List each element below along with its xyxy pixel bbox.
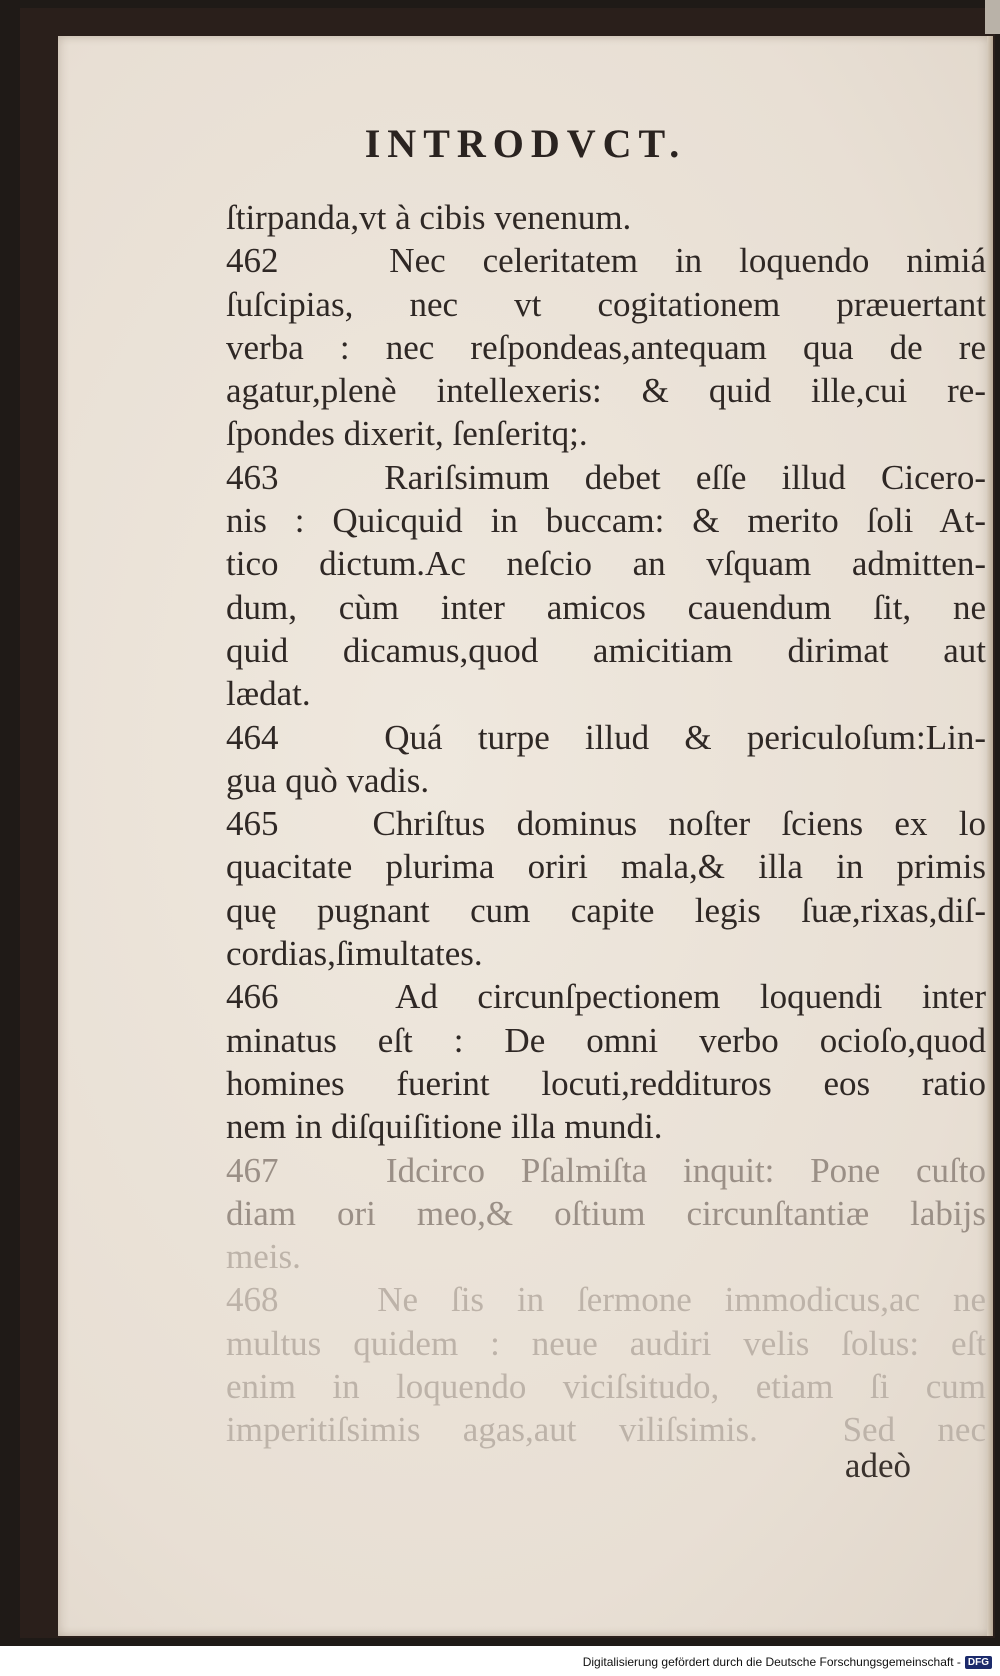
text-line: nis : Quicquid in buccam: & merito ſoli At- <box>226 501 986 541</box>
text-line: meis. <box>226 1237 301 1277</box>
text-line: nem in diſquiſitione illa mundi. <box>226 1107 663 1147</box>
scan-corner-tab <box>985 0 1000 34</box>
text-line: 467 Idcirco Pſalmiſta inquit: Pone cuſto <box>226 1150 986 1190</box>
text-line: imperitiſsimis agas,aut viliſsimis. Sed nec <box>226 1410 986 1450</box>
page-edge <box>987 36 993 1636</box>
text-line: homines fuerint locuti,reddituros eos ratio <box>226 1063 986 1103</box>
text-line: 463 Rariſsimum debet eſſe illud Cicero- <box>226 457 986 497</box>
text-block <box>226 196 986 1452</box>
text-line: ſtirpanda,vt à cibis venenum. <box>226 198 632 237</box>
text-line: ſuſcipias, nec vt cogitationem præuertant <box>226 284 986 324</box>
text-line: gua quò vadis. <box>226 760 430 800</box>
text-line: 465 Chriſtus dominus noſter ſciens ex lo <box>226 804 986 844</box>
text-line: ſpondes dixerit, ſenſeritq;. <box>226 414 588 454</box>
text-line: 464 Quá turpe illud & periculoſum:Lin- <box>226 717 986 757</box>
dfg-logo: DFG <box>965 1656 992 1669</box>
text-line: quid dicamus,quod amicitiam dirimat aut <box>226 630 986 670</box>
text-line: minatus eſt : De omni verbo ocioſo,quod <box>226 1020 986 1060</box>
text-line: verba : nec reſpondeas,antequam qua de re <box>226 327 986 367</box>
text-line: quacitate plurima oriri mala,& illa in primis <box>226 847 986 887</box>
digitization-footer <box>583 1655 992 1669</box>
catchword: adeò <box>844 1446 911 1485</box>
text-line: agatur,plenè intellexeris: & quid ille,cui re- <box>226 371 986 411</box>
text-line: enim in loquendo viciſsitudo, etiam ſi cum <box>226 1367 986 1407</box>
book-page <box>58 36 993 1636</box>
text-line: multus quidem : neue audiri velis ſolus: eſt <box>226 1323 986 1363</box>
text-line: cordias,ſimultates. <box>226 934 483 974</box>
text-line: diam ori meo,& oſtium circunſtantiæ labijs <box>226 1193 986 1233</box>
text-line: tico dictum.Ac neſcio an vſquam admitten- <box>226 544 986 584</box>
running-head: INTRODVCT. <box>364 121 687 166</box>
text-line: 468 Ne ſis in ſermone immodicus,ac ne <box>226 1280 986 1320</box>
text-line: 462 Nec celeritatem in loquendo nimiá <box>226 241 986 281</box>
footer-text: Digitalisierung gefördert durch die Deutsche Forschungsgemeinschaft - <box>582 1655 961 1669</box>
text-line: quę pugnant cum capite legis ſuæ,rixas,diſ- <box>226 890 986 930</box>
text-line: dum, cùm inter amicos cauendum ſit, ne <box>226 587 986 627</box>
text-line: lædat. <box>226 674 311 714</box>
text-line: 466 Ad circunſpectionem loquendi inter <box>226 977 986 1017</box>
